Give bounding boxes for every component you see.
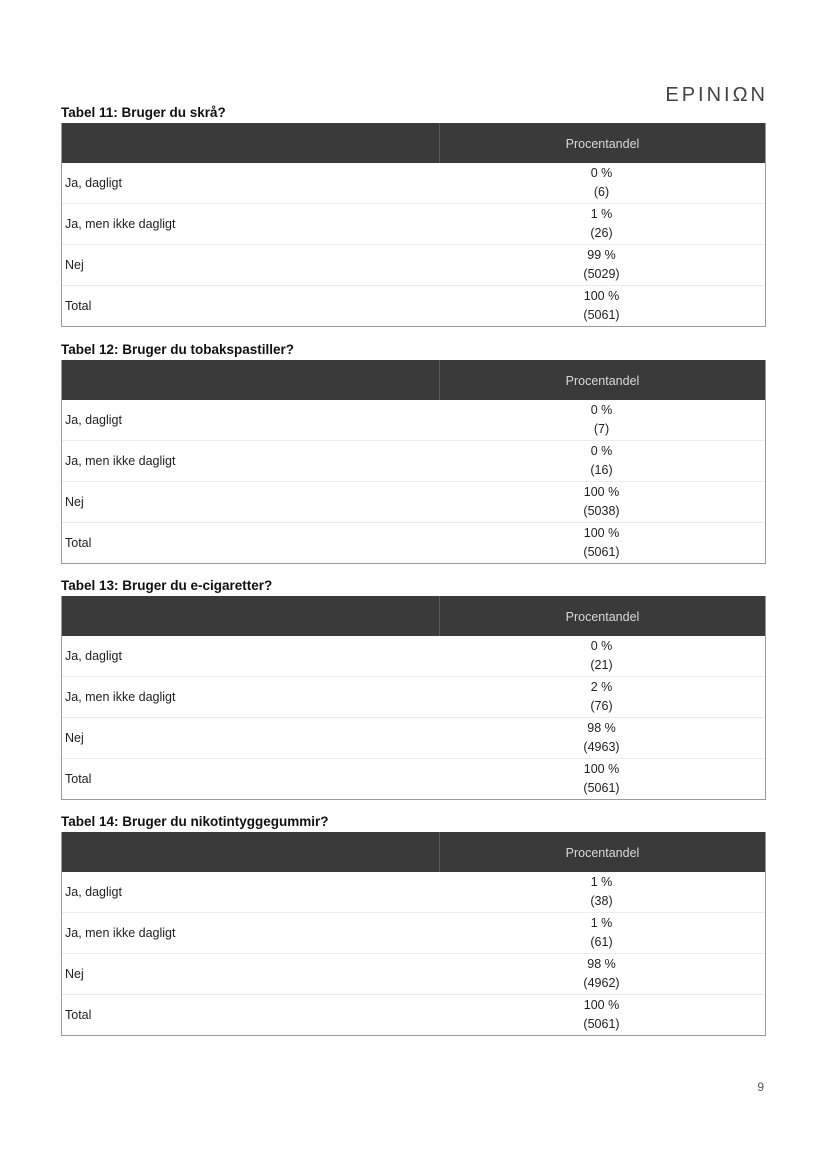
row-label: Ja, men ikke dagligt [65, 217, 176, 231]
count-value: (76) [590, 699, 613, 713]
row-value [438, 482, 765, 522]
row-value [438, 677, 765, 717]
table-header [62, 596, 765, 636]
table-11 [61, 104, 766, 327]
percent-value: 98 % [587, 721, 616, 735]
table-12 [61, 341, 766, 564]
data-table [61, 360, 766, 564]
data-table [61, 596, 766, 800]
table-14 [61, 813, 766, 1036]
percent-value: 0 % [590, 639, 613, 653]
percent-value: 2 % [590, 680, 613, 694]
table-title: Tabel 12: Bruger du tobakspastiller? [61, 342, 295, 357]
row-label: Total [65, 772, 92, 786]
table-row [62, 440, 765, 481]
table-row [62, 481, 765, 522]
row-value [438, 872, 765, 912]
row-label: Ja, dagligt [65, 885, 122, 899]
row-label: Ja, dagligt [65, 649, 122, 663]
column-header: Procentandel [565, 137, 640, 151]
percent-value: 1 % [590, 875, 613, 889]
percent-value: 0 % [590, 403, 613, 417]
data-table [61, 123, 766, 327]
percent-value: 100 % [583, 998, 620, 1012]
row-value [438, 245, 765, 285]
table-header [62, 832, 765, 872]
table-row [62, 400, 765, 440]
row-label: Total [65, 1008, 92, 1022]
header-empty-cell [62, 123, 440, 163]
count-value: (4962) [583, 976, 620, 990]
row-value [438, 163, 765, 203]
count-value: (5061) [583, 308, 620, 322]
table-row [62, 203, 765, 244]
table-row [62, 912, 765, 953]
percent-value: 98 % [587, 957, 616, 971]
percent-value: 100 % [583, 526, 620, 540]
brand-logo: EPINIΩN [665, 84, 768, 106]
percent-value: 100 % [583, 762, 620, 776]
column-header: Procentandel [565, 610, 640, 624]
row-value [438, 286, 765, 326]
table-row [62, 636, 765, 676]
table-row [62, 953, 765, 994]
row-value [438, 441, 765, 481]
row-value [438, 913, 765, 953]
table-row [62, 522, 765, 563]
row-label: Total [65, 536, 92, 550]
table-title: Tabel 11: Bruger du skrå? [61, 105, 226, 120]
count-value: (21) [590, 658, 613, 672]
count-value: (7) [593, 422, 610, 436]
table-row [62, 285, 765, 326]
count-value: (5061) [583, 1017, 620, 1031]
header-empty-cell [62, 596, 440, 636]
count-value: (5061) [583, 781, 620, 795]
table-row [62, 872, 765, 912]
header-empty-cell [62, 832, 440, 872]
row-label: Total [65, 299, 92, 313]
count-value: (5061) [583, 545, 620, 559]
table-title: Tabel 14: Bruger du nikotintyggegummir? [61, 814, 329, 829]
row-value [438, 759, 765, 799]
percent-value: 99 % [587, 248, 616, 262]
table-row [62, 994, 765, 1035]
count-value: (5029) [583, 267, 620, 281]
row-value [438, 636, 765, 676]
table-row [62, 244, 765, 285]
percent-value: 100 % [583, 289, 620, 303]
table-title: Tabel 13: Bruger du e-cigaretter? [61, 578, 273, 593]
row-label: Ja, men ikke dagligt [65, 454, 176, 468]
row-value [438, 400, 765, 440]
row-value [438, 204, 765, 244]
count-value: (4963) [583, 740, 620, 754]
data-table [61, 832, 766, 1036]
row-label: Nej [65, 258, 84, 272]
count-value: (6) [593, 185, 610, 199]
percent-value: 1 % [590, 916, 613, 930]
table-row [62, 717, 765, 758]
table-row [62, 676, 765, 717]
row-value [438, 523, 765, 563]
row-value [438, 954, 765, 994]
row-label: Ja, dagligt [65, 176, 122, 190]
page-number: 9 [757, 1080, 764, 1094]
count-value: (5038) [583, 504, 620, 518]
table-13 [61, 577, 766, 800]
column-header: Procentandel [565, 374, 640, 388]
count-value: (26) [590, 226, 613, 240]
percent-value: 100 % [583, 485, 620, 499]
count-value: (38) [590, 894, 613, 908]
percent-value: 1 % [590, 207, 613, 221]
row-value [438, 995, 765, 1035]
table-row [62, 163, 765, 203]
percent-value: 0 % [590, 444, 613, 458]
row-label: Ja, men ikke dagligt [65, 690, 176, 704]
header-empty-cell [62, 360, 440, 400]
row-label: Nej [65, 731, 84, 745]
row-label: Ja, men ikke dagligt [65, 926, 176, 940]
row-label: Nej [65, 495, 84, 509]
count-value: (61) [590, 935, 613, 949]
percent-value: 0 % [590, 166, 613, 180]
row-label: Ja, dagligt [65, 413, 122, 427]
column-header: Procentandel [565, 846, 640, 860]
table-header [62, 123, 765, 163]
count-value: (16) [590, 463, 613, 477]
row-label: Nej [65, 967, 84, 981]
table-header [62, 360, 765, 400]
row-value [438, 718, 765, 758]
table-row [62, 758, 765, 799]
